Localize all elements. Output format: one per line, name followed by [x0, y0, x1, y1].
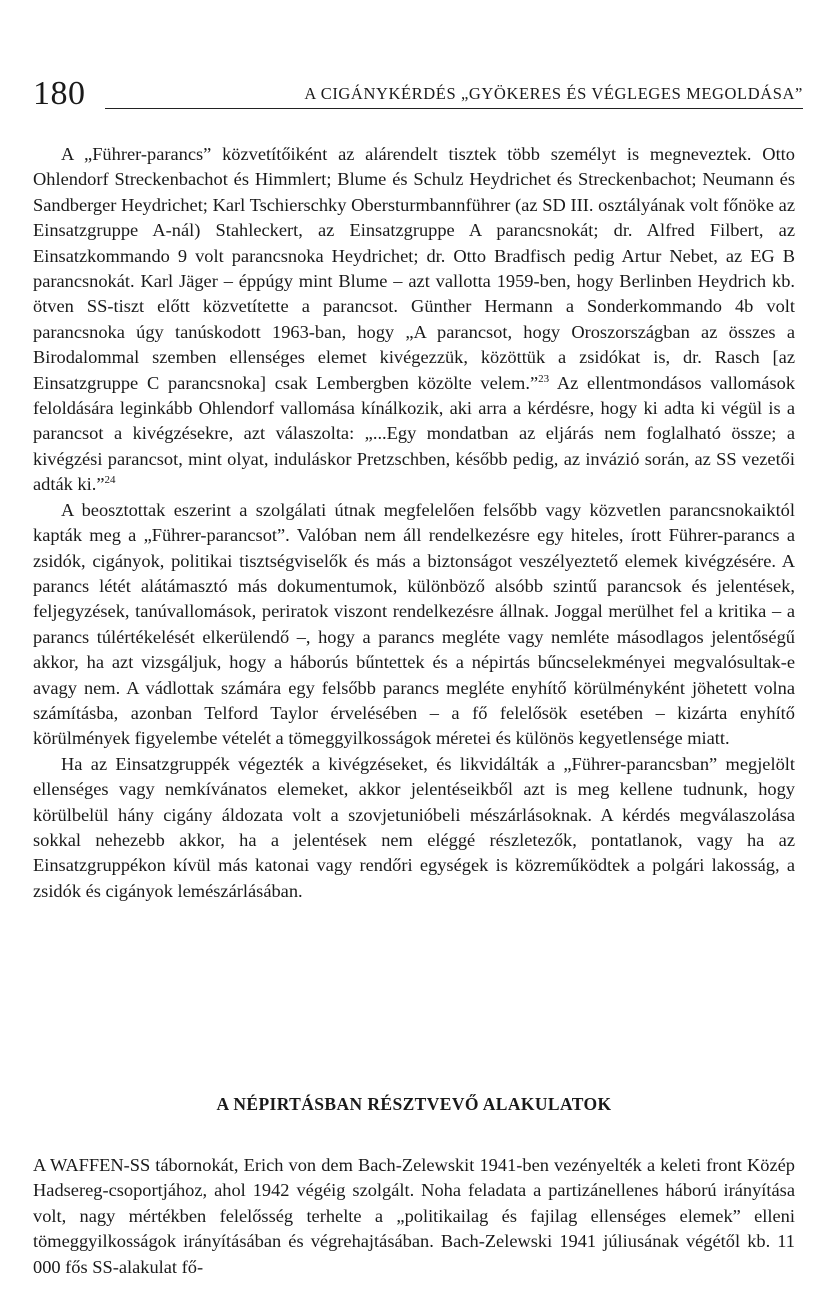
paragraph: Ha az Einsatzgruppék végezték a kivégzéseket, és likvidálták a „Führer-parancsban” megjelölt ellenséges vagy nemkívánatos elemeket, akkor jelentéseikből azt is meg kellene tudnunk, hogy körülbelül hány cigány áldozata volt a szovjetunióbeli mészárlásoknak. A kérdés megválaszolása sokkal nehezebb akkor, ha a jelentések nem eléggé részletezők, pontatlanok, vagy ha az Einsatzgruppékon kívül más katonai vagy rendőri egységek is közreműködtek a polgári lakosság, a zsidók és cigányok lemészárlásában.	[33, 753, 795, 901]
paragraph-text: Az ellentmondásos vallomások feloldására leginkább Ohlendorf vallomása kínálkozik, aki arra a kérdésre, hogy ki adta ki végül is a parancsot a kivégzésekre, azt válaszolta: „...Egy mondatban az eljárás nem foglalható össze; a kivégzési parancsot, mint olyat, induláskor Pretzschben, később pedig, az invázió során, az SS vezetői adták ki.”	[33, 372, 796, 495]
header-rule	[105, 108, 803, 109]
page-header	[33, 72, 803, 120]
main-text	[33, 142, 795, 904]
section-text	[33, 1153, 795, 1280]
paragraph	[33, 142, 795, 498]
section-heading: A NÉPIRTÁSBAN RÉSZTVEVŐ ALAKULATOK	[216, 1094, 612, 1114]
paragraph: A beosztottak eszerint a szolgálati útnak megfelelően felsőbb vagy közvetlen parancsnokaiktól kapták meg a „Führer-parancsot”. Valóban nem áll rendelkezésre egy hiteles, írott Führer-parancs a zsidók, cigányok, politikai tisztségviselők és más a biztonságot veszélyeztető elemek kivégzésére. A parancs létét alátámasztó más dokumentumok, különböző alsóbb szintű parancsok és jelentések, feljegyzések, tanúvallomások, periratok viszont rendelkezésre állnak. Joggal merülhet fel a kritika – a parancs túlértékelését elkerülendő –, hogy a parancs megléte vagy nemléte másodlagos jelentőségű akkor, ha azt vizsgáljuk, hogy a háborús bűntettek és a népirtás bűncselekményei megvalósultak-e avagy nem. A vádlottak számára egy felsőbb parancs megléte enyhítő körülményként jöhetett volna számításba, azonban Telford Taylor érvelésében – a fő felelősök esetében – kizárta enyhítő körülmények figyelembe vételét a tömeggyilkosságok méretei és különös kegyetlensége miatt.	[33, 499, 795, 749]
footnote-ref: 23	[538, 372, 550, 385]
running-title: A CIGÁNYKÉRDÉS „GYÖKERES ÉS VÉGLEGES MEGOLDÁSA”	[304, 84, 803, 103]
paragraph: A WAFFEN-SS tábornokát, Erich von dem Bach-Zelewskit 1941-ben vezényelték a keleti front Közép Hadsereg-csoportjához, ahol 1942 végéig szolgált. Noha feladata a partizánellenes háború irányítása volt, nagy mértékben felelősség terhelte a „politikailag és fajilag ellenséges elemek” elleni tömeggyilkosságok irányításában és végrehajtásában. Bach-Zelewski 1941 júliusának végétől kb. 11 000 fős SS-alakulat fő-	[33, 1155, 795, 1277]
page-number: 180	[33, 75, 86, 112]
footnote-ref: 24	[104, 474, 116, 487]
paragraph-text: A „Führer-parancs” közvetítőiként az alárendelt tisztek több személyt is megneveztek. Otto Ohlendorf Streckenbachot és Himmlert; Blume és Schulz Heydrichet és Streckenbachot; Neumann és Sandberger Heydrichet; Karl Tschierschky Obersturmbannführer (az SD III. osztályának volt főnöke az Einsatzgruppe A-nál) Stahleckert, az Einsatzgruppe A parancsnokát; dr. Alfred Filbert, az Einsatzkommando 9 volt parancsnoka Heydrichet; dr. Otto Bradfisch pedig Artur Nebet, az EG B parancsnokát. Karl Jäger – éppúgy mint Blume – azt vallotta 1959-ben, hogy Berlinben Heydrich kb. ötven SS-tiszt előtt közvetítette a parancsot. Günther Hermann a Sonderkommando 4b volt parancsnoka úgy tanúskodott 1963-ban, hogy „A parancsot, hogy Oroszországban az összes a Birodalommal szemben ellenséges elemet kivégezzük, közöttük a zsidókat is, dr. Rasch [az Einsatzgruppe C parancsnoka] csak Lembergben közölte velem.”	[33, 144, 795, 393]
